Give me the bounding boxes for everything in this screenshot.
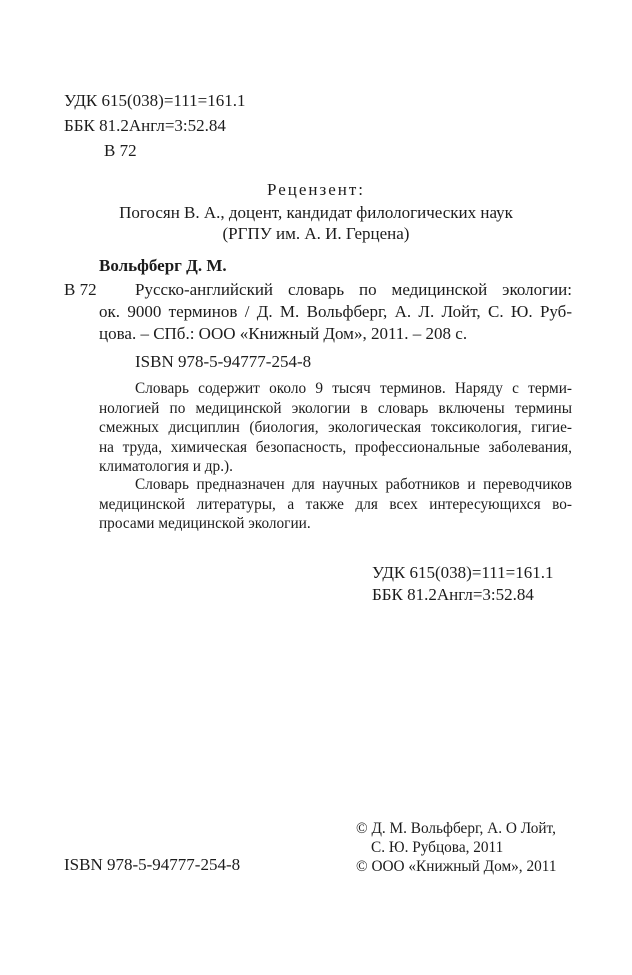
bib-line: ок. 9000 терминов / Д. М. Вольфберг, А. Л. Лойт, С. Ю. Руб- [99, 302, 572, 321]
copyright-authors: © Д. М. Вольфберг, А. О Лойт, [356, 820, 556, 837]
header-bbk: ББК 81.2Англ=3:52.84 [64, 116, 226, 135]
footer-isbn: ISBN 978-5-94777-254-8 [64, 855, 241, 874]
bib-isbn: ISBN 978-5-94777-254-8 [135, 352, 312, 371]
abstract-line: медицинской литературы, а также для всех интересующихся во- [99, 496, 572, 513]
bib-line: цова. – СПб.: ООО «Книжный Дом», 2011. – 208 с. [99, 324, 468, 343]
copyright-authors-cont: С. Ю. Рубцова, 2011 [371, 839, 504, 856]
abstract-line: нологией по медицинской экологии в словарь включены термины [99, 400, 572, 417]
abstract-line: Словарь предназначен для научных работников и переводчиков [135, 476, 572, 493]
classification-udk: УДК 615(038)=111=161.1 [372, 563, 554, 582]
abstract-line: смежных дисциплин (биология, экологическая токсикология, гигие- [99, 419, 572, 436]
bib-line: Русско-английский словарь по медицинской экологии: [135, 280, 572, 299]
abstract-line: на труда, химическая безопасность, профессиональные заболевания, [99, 439, 572, 456]
reviewer-title: Рецензент: [266, 180, 366, 199]
header-code: В 72 [104, 141, 137, 160]
abstract-line: Словарь содержит около 9 тысяч терминов. Наряду с терми- [135, 380, 572, 397]
classification-bbk: ББК 81.2Англ=3:52.84 [372, 585, 534, 604]
abstract-line: климатология и др.). [99, 458, 233, 475]
header-udk: УДК 615(038)=111=161.1 [64, 91, 246, 110]
bib-code: В 72 [64, 280, 97, 299]
reviewer-line2: (РГПУ им. А. И. Герцена) [222, 224, 410, 243]
abstract-line: просами медицинской экологии. [99, 515, 311, 532]
reviewer-line1: Погосян В. А., доцент, кандидат филологических наук [119, 203, 513, 222]
bib-author: Вольфберг Д. М. [99, 256, 227, 275]
copyright-publisher: © ООО «Книжный Дом», 2011 [356, 858, 557, 875]
